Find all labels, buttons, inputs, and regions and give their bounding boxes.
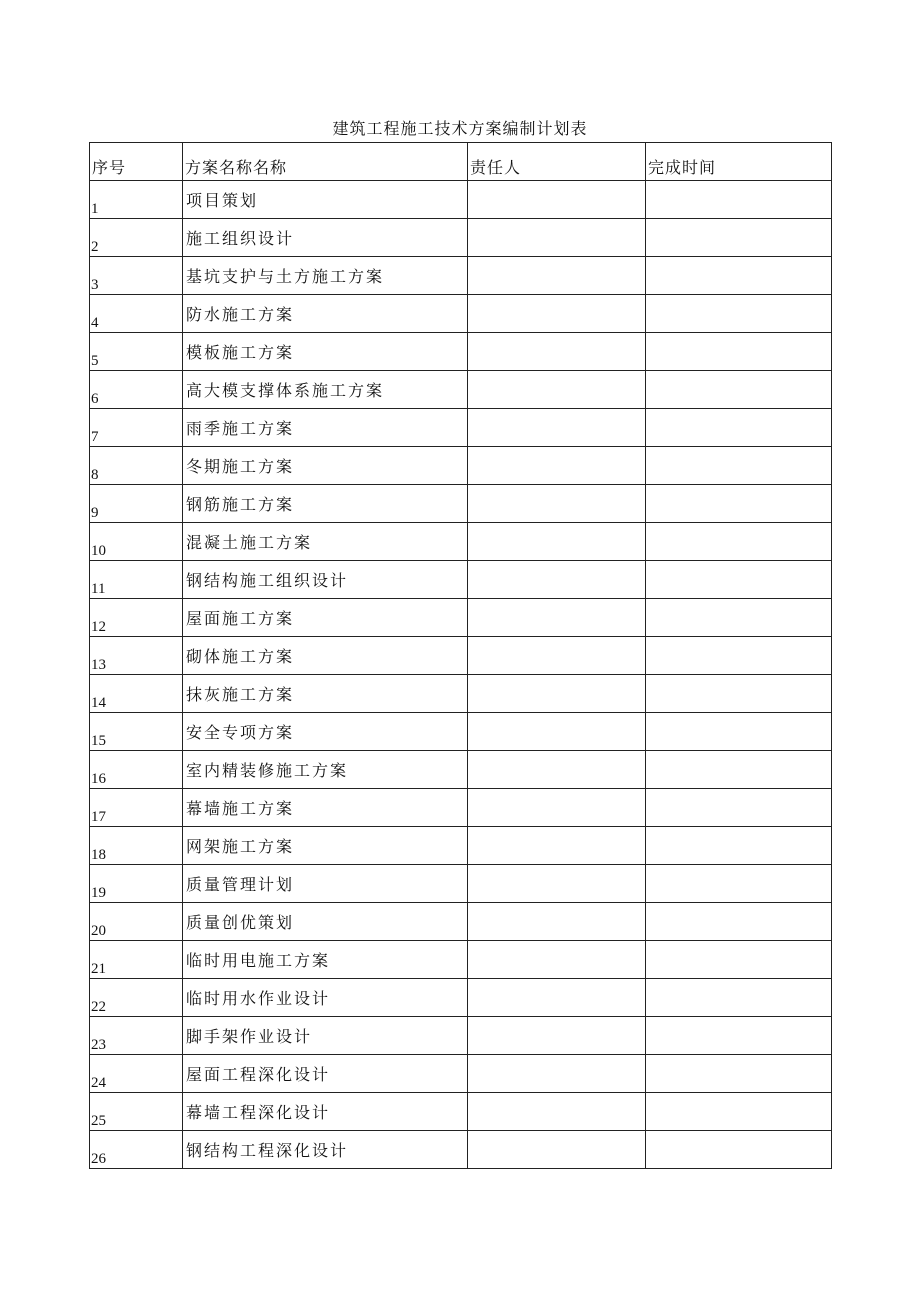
owner-cell[interactable] — [468, 333, 646, 371]
owner-cell[interactable] — [468, 827, 646, 865]
plan-name-cell: 质量管理计划 — [183, 865, 468, 903]
plan-name-cell: 屋面施工方案 — [183, 599, 468, 637]
row-number: 22 — [90, 979, 183, 1017]
row-number: 5 — [90, 333, 183, 371]
owner-cell[interactable] — [468, 1131, 646, 1169]
deadline-cell[interactable] — [646, 789, 832, 827]
row-number: 16 — [90, 751, 183, 789]
row-number: 23 — [90, 1017, 183, 1055]
plan-name-cell: 钢筋施工方案 — [183, 485, 468, 523]
deadline-cell[interactable] — [646, 523, 832, 561]
plan-name-cell: 模板施工方案 — [183, 333, 468, 371]
row-number: 25 — [90, 1093, 183, 1131]
row-number: 7 — [90, 409, 183, 447]
table-row — [90, 371, 832, 409]
plan-name-cell: 幕墙施工方案 — [183, 789, 468, 827]
header-deadline: 完成时间 — [646, 143, 832, 181]
deadline-cell[interactable] — [646, 219, 832, 257]
row-number: 8 — [90, 447, 183, 485]
deadline-cell[interactable] — [646, 903, 832, 941]
owner-cell[interactable] — [468, 979, 646, 1017]
owner-cell[interactable] — [468, 1093, 646, 1131]
row-number: 18 — [90, 827, 183, 865]
header-owner: 责任人 — [468, 143, 646, 181]
plan-name-cell: 网架施工方案 — [183, 827, 468, 865]
owner-cell[interactable] — [468, 485, 646, 523]
table-row — [90, 409, 832, 447]
table-row — [90, 637, 832, 675]
row-number: 14 — [90, 675, 183, 713]
owner-cell[interactable] — [468, 295, 646, 333]
plan-name-cell: 防水施工方案 — [183, 295, 468, 333]
table-row — [90, 1055, 832, 1093]
row-number: 12 — [90, 599, 183, 637]
row-number: 11 — [90, 561, 183, 599]
deadline-cell[interactable] — [646, 599, 832, 637]
owner-cell[interactable] — [468, 751, 646, 789]
row-number: 21 — [90, 941, 183, 979]
table-row — [90, 903, 832, 941]
table-row — [90, 447, 832, 485]
deadline-cell[interactable] — [646, 1055, 832, 1093]
table-row — [90, 561, 832, 599]
table-row — [90, 257, 832, 295]
plan-table — [89, 142, 832, 1169]
plan-name-cell: 冬期施工方案 — [183, 447, 468, 485]
owner-cell[interactable] — [468, 637, 646, 675]
document-title: 建筑工程施工技术方案编制计划表 — [332, 119, 588, 138]
row-number: 10 — [90, 523, 183, 561]
table-row — [90, 295, 832, 333]
owner-cell[interactable] — [468, 675, 646, 713]
table-row — [90, 219, 832, 257]
deadline-cell[interactable] — [646, 827, 832, 865]
deadline-cell[interactable] — [646, 257, 832, 295]
table-row — [90, 523, 832, 561]
row-number: 2 — [90, 219, 183, 257]
deadline-cell[interactable] — [646, 371, 832, 409]
plan-name-cell: 临时用电施工方案 — [183, 941, 468, 979]
table-row — [90, 1093, 832, 1131]
row-number: 13 — [90, 637, 183, 675]
owner-cell[interactable] — [468, 447, 646, 485]
deadline-cell[interactable] — [646, 751, 832, 789]
owner-cell[interactable] — [468, 903, 646, 941]
row-number: 20 — [90, 903, 183, 941]
plan-name-cell: 高大模支撑体系施工方案 — [183, 371, 468, 409]
table-row — [90, 751, 832, 789]
deadline-cell[interactable] — [646, 181, 832, 219]
owner-cell[interactable] — [468, 789, 646, 827]
deadline-cell[interactable] — [646, 409, 832, 447]
table-header-row — [90, 143, 832, 181]
plan-name-cell: 幕墙工程深化设计 — [183, 1093, 468, 1131]
row-number: 26 — [90, 1131, 183, 1169]
deadline-cell[interactable] — [646, 1017, 832, 1055]
table-row — [90, 1131, 832, 1169]
plan-name-cell: 混凝土施工方案 — [183, 523, 468, 561]
deadline-cell[interactable] — [646, 675, 832, 713]
table-row — [90, 599, 832, 637]
row-number: 24 — [90, 1055, 183, 1093]
plan-name-cell: 施工组织设计 — [183, 219, 468, 257]
plan-name-cell: 钢结构施工组织设计 — [183, 561, 468, 599]
table-row — [90, 941, 832, 979]
owner-cell[interactable] — [468, 523, 646, 561]
deadline-cell[interactable] — [646, 865, 832, 903]
deadline-cell[interactable] — [646, 1093, 832, 1131]
owner-cell[interactable] — [468, 1055, 646, 1093]
table-row — [90, 1017, 832, 1055]
owner-cell[interactable] — [468, 257, 646, 295]
header-plan-name: 方案名称名称 — [183, 143, 468, 181]
owner-cell[interactable] — [468, 371, 646, 409]
owner-cell[interactable] — [468, 219, 646, 257]
plan-name-cell: 安全专项方案 — [183, 713, 468, 751]
plan-name-cell: 基坑支护与土方施工方案 — [183, 257, 468, 295]
table-row — [90, 713, 832, 751]
plan-name-cell: 砌体施工方案 — [183, 637, 468, 675]
table-row — [90, 485, 832, 523]
table-row — [90, 333, 832, 371]
row-number: 19 — [90, 865, 183, 903]
plan-name-cell: 临时用水作业设计 — [183, 979, 468, 1017]
table-row — [90, 979, 832, 1017]
plan-name-cell: 抹灰施工方案 — [183, 675, 468, 713]
owner-cell[interactable] — [468, 599, 646, 637]
owner-cell[interactable] — [468, 1017, 646, 1055]
table-row — [90, 827, 832, 865]
row-number: 1 — [90, 181, 183, 219]
table-row — [90, 181, 832, 219]
plan-name-cell: 钢结构工程深化设计 — [183, 1131, 468, 1169]
plan-name-cell: 雨季施工方案 — [183, 409, 468, 447]
deadline-cell[interactable] — [646, 979, 832, 1017]
plan-name-cell: 脚手架作业设计 — [183, 1017, 468, 1055]
row-number: 6 — [90, 371, 183, 409]
table-body — [90, 181, 832, 1169]
owner-cell[interactable] — [468, 865, 646, 903]
owner-cell[interactable] — [468, 561, 646, 599]
deadline-cell[interactable] — [646, 941, 832, 979]
deadline-cell[interactable] — [646, 561, 832, 599]
plan-name-cell: 项目策划 — [183, 181, 468, 219]
owner-cell[interactable] — [468, 941, 646, 979]
owner-cell[interactable] — [468, 181, 646, 219]
deadline-cell[interactable] — [646, 485, 832, 523]
table-row — [90, 675, 832, 713]
deadline-cell[interactable] — [646, 637, 832, 675]
deadline-cell[interactable] — [646, 713, 832, 751]
plan-name-cell: 屋面工程深化设计 — [183, 1055, 468, 1093]
owner-cell[interactable] — [468, 713, 646, 751]
deadline-cell[interactable] — [646, 1131, 832, 1169]
row-number: 15 — [90, 713, 183, 751]
row-number: 9 — [90, 485, 183, 523]
deadline-cell[interactable] — [646, 447, 832, 485]
row-number: 3 — [90, 257, 183, 295]
owner-cell[interactable] — [468, 409, 646, 447]
header-index: 序号 — [90, 143, 183, 181]
row-number: 17 — [90, 789, 183, 827]
table-row — [90, 865, 832, 903]
plan-name-cell: 室内精装修施工方案 — [183, 751, 468, 789]
table-row — [90, 789, 832, 827]
deadline-cell[interactable] — [646, 295, 832, 333]
plan-name-cell: 质量创优策划 — [183, 903, 468, 941]
row-number: 4 — [90, 295, 183, 333]
deadline-cell[interactable] — [646, 333, 832, 371]
